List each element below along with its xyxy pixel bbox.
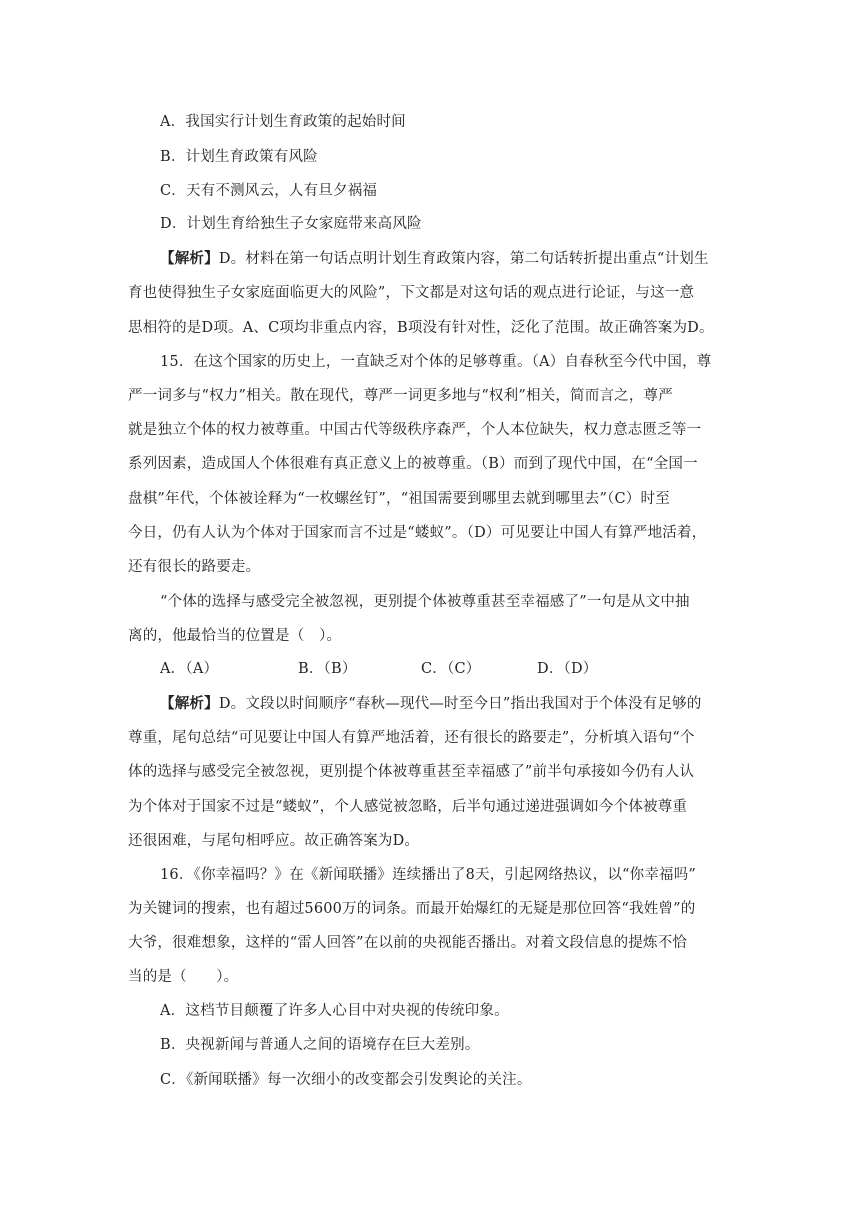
q14-option-d: D．计划生育给独生子女家庭带来高风险 — [160, 216, 422, 232]
q16-option-a: A．这档节目颠覆了许多人心目中对央视的传统印象。 — [160, 1003, 509, 1019]
q14-option-a: A．我国实行计划生育政策的起始时间 — [160, 114, 406, 130]
q15-passage-line-7: 还有很长的路要走。 — [128, 559, 261, 575]
q16-passage-line-2: 为关键词的搜索，也有超过5600万的词条。而最开始爆红的无疑是那位回答“我姓曾”的 — [128, 901, 696, 917]
q15-option-c: C．（C） — [421, 661, 481, 677]
q14-option-b: B．计划生育政策有风险 — [160, 149, 318, 165]
q14-analysis-line-2: 育也使得独生子女家庭面临更大的风险”，下文都是对这句话的观点进行论证，与这一意 — [128, 285, 695, 301]
q15-option-d: D．（D） — [537, 661, 598, 677]
q15-analysis-text: D。文段以时间顺序“春秋—现代—时至今日”指出我国对于个体没有足够的 — [218, 696, 702, 712]
q15-option-a: A．（A） — [160, 661, 219, 677]
q16-passage-line-3: 大爷，很难想象，这样的“雷人回答”在以前的央视能否播出。对着文段信息的提炼不恰 — [128, 935, 688, 951]
q15-passage-line-6: 今日，仍有人认为个体对于国家而言不过是“蝼蚁”。（D）可见要让中国人有算严地活着， — [128, 525, 707, 541]
q15-passage-line-4: 系列因素，造成国人个体很难有真正意义上的被尊重。（B）而到了现代中国，在“全国一 — [128, 456, 698, 472]
q14-analysis-tag: 【解析】 — [160, 251, 219, 267]
q15-analysis-line-1 — [160, 694, 702, 714]
q15-analysis-line-3: 体的选择与感受完全被忽视，更别提个体被尊重甚至幸福感了”前半句承接如今仍有人认 — [128, 764, 695, 780]
q14-analysis-text: D。材料在第一句话点明计划生育政策内容，第二句话转折提出重点“计划生 — [218, 251, 709, 267]
q15-analysis-line-4: 为个体对于国家不过是“蝼蚁”，个人感觉被忽略，后半句通过递进强调如今个体被尊重 — [128, 799, 688, 815]
q15-passage-line-2: 严一词多与“权力”相关。散在现代，尊严一词更多地与“权利”相关，简而言之，尊严 — [128, 388, 673, 404]
q16-passage-line-4: 当的是（ ）。 — [128, 969, 239, 985]
q15-passage-line-3: 就是独立个体的权力被尊重。中国古代等级秩序森严，个人本位缺失，权力意志匮乏等一 — [128, 422, 702, 438]
q15-passage-line-1: 15．在这个国家的历史上，一直缺乏对个体的足够尊重。（A）自春秋至今代中国，尊 — [160, 354, 712, 370]
q16-passage-line-1: 16．《你幸福吗？》在《新闻联播》连续播出了8天，引起网络热议，以“你幸福吗” — [160, 867, 697, 883]
q15-analysis-line-5: 还很困难，与尾句相呼应。故正确答案为D。 — [128, 833, 420, 849]
q14-option-c: C．天有不测风云，人有旦夕祸福 — [160, 183, 378, 199]
q14-analysis-line-1 — [160, 249, 709, 269]
q15-question-line-1: “个体的选择与感受完全被忽视，更别提个体被尊重甚至幸福感了”一句是从文中抽 — [160, 594, 690, 610]
q15-passage-line-5: 盘棋”年代，个体被诠释为“一枚螺丝钉”，“祖国需要到哪里去就到哪里去”（C）时至 — [128, 491, 670, 507]
q14-analysis-line-3: 思相符的是D项。A、C项均非重点内容，B项没有针对性，泛化了范围。故正确答案为D。 — [128, 320, 714, 336]
q15-option-b: B．（B） — [298, 661, 357, 677]
q16-option-c: C．《新闻联播》每一次细小的改变都会引发舆论的关注。 — [160, 1072, 532, 1088]
q15-analysis-line-2: 尊重，尾句总结“可见要让中国人有算严地活着，还有很长的路要走”，分析填入语句“个 — [128, 730, 695, 746]
q15-analysis-tag: 【解析】 — [160, 696, 219, 712]
q15-question-line-2: 离的，他最恰当的位置是（ ）。 — [128, 628, 342, 644]
q16-option-b: B．央视新闻与普通人之间的语境存在巨大差别。 — [160, 1037, 480, 1053]
